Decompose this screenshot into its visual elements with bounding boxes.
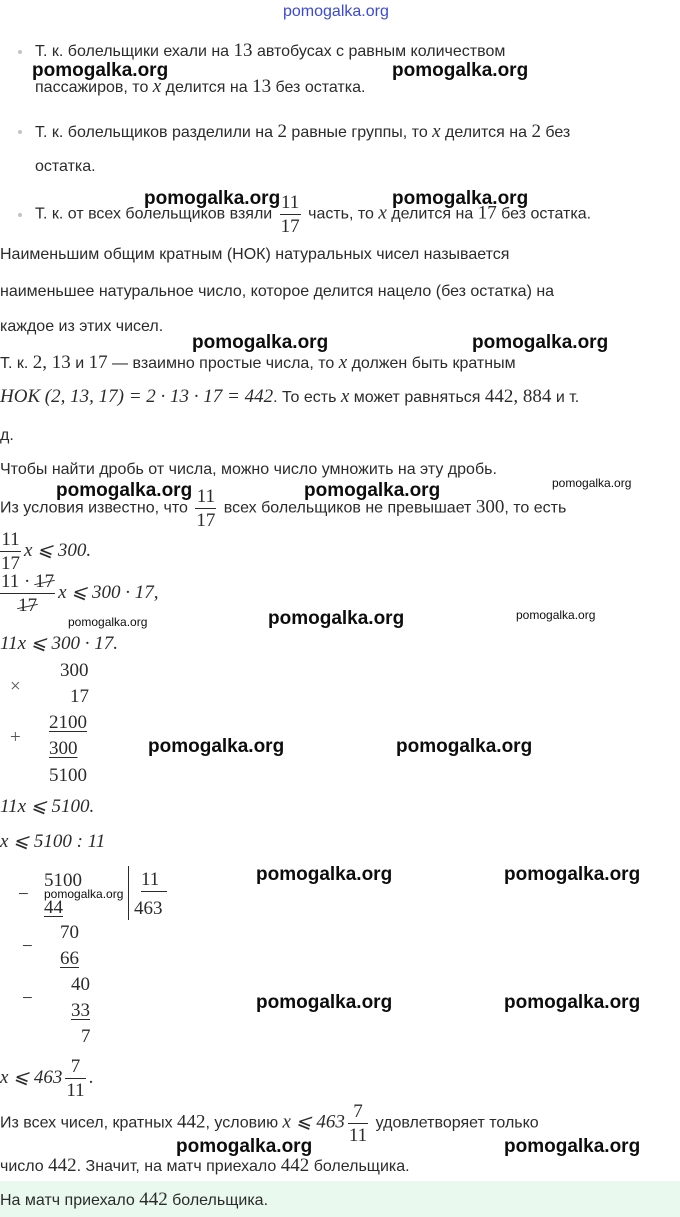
watermark: pomogalka.org <box>504 1136 641 1157</box>
watermark: pomogalka.org <box>144 188 281 209</box>
mult-partial-2: 300 <box>49 738 78 759</box>
bullet-3-line: Т. к. от всех болельщиков взяли $\frac{11}{17}$ часть, то x делится на 17 без остатка. <box>35 192 592 237</box>
fraction-11-17: $\frac{11}{17}$ <box>280 192 300 237</box>
coprime-line-1: Т. к. 2, 13 и 17 — взаимно простые числа, то x должен быть кратным <box>0 352 516 373</box>
div-minus: − <box>18 884 29 905</box>
watermark: pomogalka.org <box>44 887 124 901</box>
fraction-11-17: $\frac{11}{17}$ <box>196 486 216 531</box>
watermark: pomogalka.org <box>516 608 596 622</box>
watermark: pomogalka.org <box>148 736 285 757</box>
div-minus: − <box>22 936 33 957</box>
bullet-marker <box>18 130 22 134</box>
mult-sum: 5100 <box>49 765 87 786</box>
bullet-marker <box>18 50 22 54</box>
watermark: pomogalka.org <box>472 332 609 353</box>
div-remainder-2: 40 <box>71 974 90 995</box>
mult-sign: × <box>10 676 21 697</box>
coprime-line-2: НОК (2, 13, 17) = 2 · 13 · 17 = 442. То есть x может равняться 442, 884 и т. <box>0 386 580 407</box>
watermark: pomogalka.org <box>504 864 641 885</box>
nok-definition-line-1: Наименьшим общим кратным (НОК) натуральных чисел называется <box>0 246 510 263</box>
conclusion-line-2: число 442. Значит, на матч приехало 442 болельщика. <box>0 1155 410 1176</box>
watermark: pomogalka.org <box>552 476 632 490</box>
answer-text: На матч приехало 442 болельщика. <box>0 1189 269 1210</box>
watermark: pomogalka.org <box>176 1136 313 1157</box>
bullet-2-line-2: остатка. <box>35 158 96 175</box>
mult-partial-1: 2100 <box>49 712 87 733</box>
mult-factor-a: 300 <box>60 660 89 681</box>
fraction-rule: Чтобы найти дробь от числа, можно число умножить на эту дробь. <box>0 461 497 478</box>
inequality-2: $\frac{11 \cdot 17}{17}$ x ⩽ 300 · 17, <box>1 571 159 616</box>
div-sub-2: 66 <box>60 948 79 969</box>
watermark: pomogalka.org <box>392 60 529 81</box>
bullet-1-line-2: пассажиров, то x делится на 13 без остатка. <box>35 76 366 97</box>
inequality-1: $\frac{11}{17}$ x ⩽ 300. <box>1 529 92 574</box>
conclusion-line-1: Из всех чисел, кратных 442, условию x ⩽ 463 $\frac{7}{11}$ удовлетворяет только <box>0 1101 539 1146</box>
watermark: pomogalka.org <box>192 332 329 353</box>
watermark: pomogalka.org <box>256 992 393 1013</box>
nok-definition-line-2: наименьшее натуральное число, которое делится нацело (без остатка) на <box>0 283 555 300</box>
watermark: pomogalka.org <box>268 608 405 629</box>
watermark: pomogalka.org <box>392 188 529 209</box>
inequality-6: x ⩽ 463 $\frac{7}{11}$ . <box>0 1056 94 1101</box>
bullet-2-line-1: Т. к. болельщиков разделили на 2 равные группы, то x делится на 2 без <box>35 121 571 142</box>
div-sub-1: 44 <box>44 897 63 918</box>
nok-definition-line-3: каждое из этих чисел. <box>0 318 164 335</box>
answer-box <box>0 1181 680 1217</box>
div-quotient: 463 <box>134 898 163 919</box>
watermark: pomogalka.org <box>56 480 193 501</box>
add-sign: + <box>10 727 21 748</box>
div-divisor: 11 <box>141 869 167 892</box>
watermark: pomogalka.org <box>32 60 169 81</box>
mult-factor-b: 17 <box>70 686 89 707</box>
bullet-marker <box>18 213 22 217</box>
site-header-link[interactable]: pomogalka.org <box>283 3 389 20</box>
inequality-4: 11x ⩽ 5100. <box>0 796 95 817</box>
watermark: pomogalka.org <box>68 615 148 629</box>
div-minus: − <box>22 988 33 1009</box>
div-sub-3: 33 <box>71 1000 90 1021</box>
bullet-1-line-1: Т. к. болельщики ехали на 13 автобусах с равным количеством <box>35 40 506 61</box>
watermark: pomogalka.org <box>396 736 533 757</box>
watermark: pomogalka.org <box>304 480 441 501</box>
inequality-3: 11x ⩽ 300 · 17. <box>0 633 118 654</box>
watermark: pomogalka.org <box>256 864 393 885</box>
inequality-5: x ⩽ 5100 : 11 <box>0 831 106 852</box>
div-remainder-final: 7 <box>81 1026 91 1047</box>
condition-line: Из условия известно, что $\frac{11}{17}$ всех болельщиков не превышает 300, то есть <box>0 486 567 531</box>
watermark: pomogalka.org <box>504 992 641 1013</box>
div-dividend: 5100 <box>44 870 82 891</box>
div-remainder-1: 70 <box>60 922 79 943</box>
coprime-line-3: д. <box>0 427 14 444</box>
div-vertical-bar <box>128 866 129 920</box>
